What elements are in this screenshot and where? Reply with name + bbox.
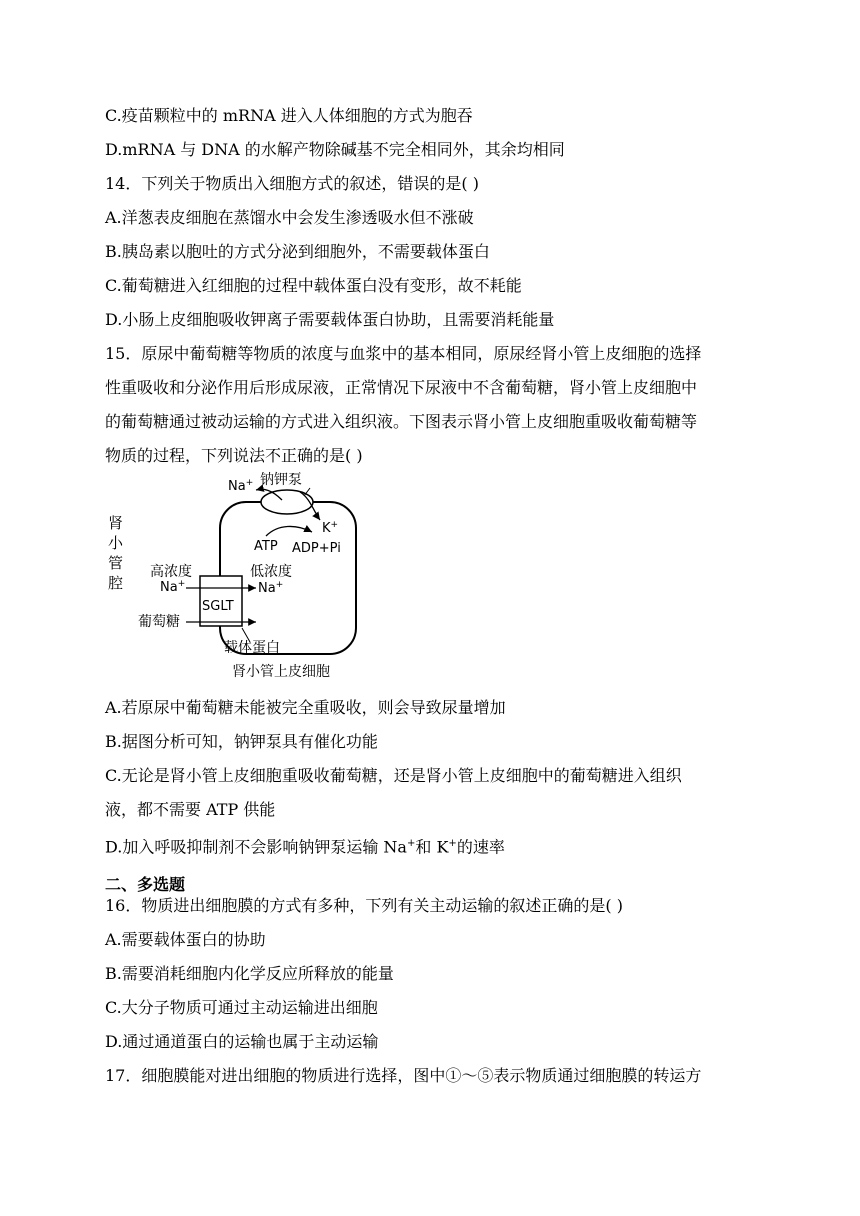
q15-option-c-line2: 液，都不需要 ATP 供能	[105, 800, 276, 819]
q15-stem-line2: 性重吸收和分泌作用后形成尿液，正常情况下尿液中不含葡萄糖，肾小管上皮细胞中	[105, 378, 698, 397]
lumen-label-1: 肾	[108, 514, 124, 532]
q15-option-d-post: 的速率	[456, 837, 505, 857]
low-conc-label: 低浓度	[250, 564, 292, 580]
q16-option-b: B.需要消耗细胞内化学反应所释放的能量	[105, 964, 394, 983]
q16-stem: 16．物质进出细胞膜的方式有多种，下列有关主动运输的叙述正确的是( )	[105, 896, 623, 915]
q15-option-d-sup1: +	[406, 838, 416, 849]
na-high-label: Na	[160, 580, 178, 595]
atp-arrow	[266, 526, 312, 536]
q15-option-a: A.若原尿中葡萄糖未能被完全重吸收，则会导致尿量增加	[105, 698, 506, 717]
sglt-label: SGLT	[202, 599, 234, 614]
q15-stem-line1: 15．原尿中葡萄糖等物质的浓度与血浆中的基本相同，原尿经肾小管上皮细胞的选择	[105, 344, 702, 363]
na-low-plus: +	[275, 580, 284, 590]
q13-option-d: D.mRNA 与 DNA 的水解产物除碱基不完全相同外，其余均相同	[105, 140, 565, 159]
q16-option-a: A.需要载体蛋白的协助	[105, 930, 266, 949]
q14-option-b: B.胰岛素以胞吐的方式分泌到细胞外，不需要载体蛋白	[105, 242, 490, 261]
q15-option-d-pre: D.加入呼吸抑制剂不会影响钠钾泵运输 Na	[105, 837, 407, 857]
q15-option-b: B.据图分析可知，钠钾泵具有催化功能	[105, 732, 378, 751]
pump-label: 钠钾泵	[260, 472, 302, 488]
q15-option-d	[105, 834, 505, 857]
lumen-label-2: 小	[108, 534, 124, 552]
q14-stem: 14．下列关于物质出入细胞方式的叙述，错误的是( )	[105, 174, 479, 193]
q14-option-c: C.葡萄糖进入红细胞的过程中载体蛋白没有变形，故不耗能	[105, 276, 522, 295]
q14-option-a: A.洋葱表皮细胞在蒸馏水中会发生渗透吸水但不涨破	[105, 208, 474, 227]
na-low-label: Na	[258, 581, 276, 596]
lumen-label-4: 腔	[108, 574, 124, 592]
svg-text:Na+	[258, 580, 283, 596]
q17-stem: 17．细胞膜能对进出细胞的物质进行选择，图中①～⑤表示物质通过细胞膜的转运方	[105, 1066, 702, 1085]
q13-option-c: C.疫苗颗粒中的 mRNA 进入人体细胞的方式为胞吞	[105, 106, 473, 125]
glucose-label: 葡萄糖	[138, 614, 180, 630]
svg-text:K+	[322, 520, 338, 536]
q15-option-d-mid: 和 K	[415, 837, 449, 857]
na-out-label: Na	[228, 479, 246, 494]
section-title-multi-choice: 二、多选题	[105, 875, 186, 894]
q16-option-d: D.通过通道蛋白的运输也属于主动运输	[105, 1032, 379, 1051]
q15-stem-line4: 物质的过程，下列说法不正确的是( )	[105, 446, 363, 465]
svg-text:Na+	[160, 579, 185, 595]
q15-stem-line3: 的葡萄糖通过被动运输的方式进入组织液。下图表示肾小管上皮细胞重吸收葡萄糖等	[105, 412, 698, 431]
carrier-label: 载体蛋白	[224, 640, 280, 656]
na-out-plus: +	[245, 478, 254, 488]
high-conc-label: 高浓度	[150, 564, 192, 580]
q15-option-c-line1: C.无论是肾小管上皮细胞重吸收葡萄糖，还是肾小管上皮细胞中的葡萄糖进入组织	[105, 766, 682, 785]
svg-text:Na+	[228, 478, 253, 494]
cell-label: 肾小管上皮细胞	[232, 664, 330, 680]
k-in-label: K	[322, 521, 331, 536]
atp-label: ATP	[254, 539, 278, 554]
na-high-plus: +	[177, 579, 186, 589]
lumen-label-3: 管	[108, 554, 124, 572]
k-in-plus: +	[330, 520, 339, 530]
adp-label: ADP+Pi	[292, 541, 341, 556]
q15-option-d-sup2: +	[448, 838, 457, 849]
q14-option-d: D.小肠上皮细胞吸收钾离子需要载体蛋白协助，且需要消耗能量	[105, 310, 555, 329]
q16-option-c: C.大分子物质可通过主动运输进出细胞	[105, 998, 378, 1017]
kidney-tubule-diagram	[100, 470, 380, 690]
